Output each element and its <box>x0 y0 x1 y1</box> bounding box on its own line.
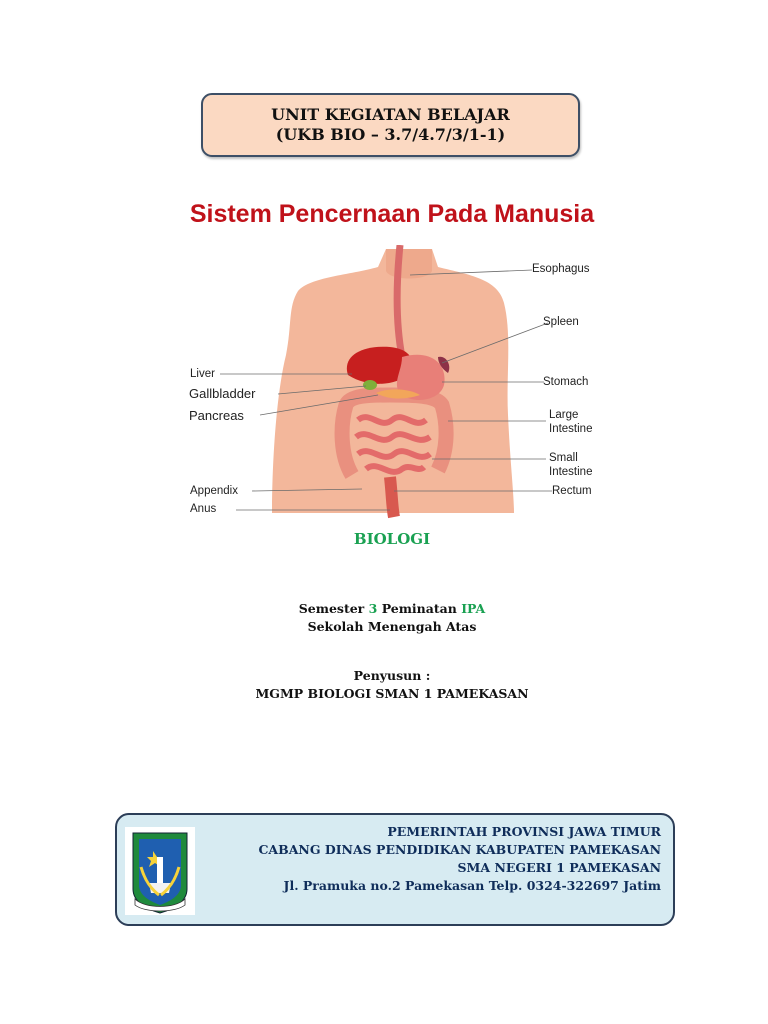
digestive-system-illustration <box>180 245 610 520</box>
label-rectum: Rectum <box>552 485 592 497</box>
label-large-intestine-1: Large <box>549 409 579 421</box>
header-line-1: UNIT KEGIATAN BELAJAR <box>271 105 510 124</box>
footer-line-1: PEMERINTAH PROVINSI JAWA TIMUR <box>387 824 661 839</box>
label-esophagus: Esophagus <box>532 263 590 275</box>
rectum-shape <box>390 477 394 517</box>
label-small-intestine-1: Small <box>549 452 578 464</box>
page-title: Sistem Pencernaan Pada Manusia <box>189 200 595 228</box>
institution-footer <box>115 813 675 926</box>
footer-line-4: Jl. Pramuka no.2 Pamekasan Telp. 0324-322697 Jatim <box>283 878 661 893</box>
footer-line-3: SMA NEGERI 1 PAMEKASAN <box>457 860 661 875</box>
semester-line <box>0 600 768 618</box>
semester-number: 3 <box>368 601 378 616</box>
semester-program: IPA <box>461 601 486 616</box>
label-large-intestine-2: Intestine <box>549 423 593 435</box>
author-label: Penyusun : <box>353 668 431 683</box>
school-level: Sekolah Menengah Atas <box>307 619 477 634</box>
label-liver: Liver <box>190 368 215 380</box>
header-box <box>201 93 580 157</box>
label-pancreas: Pancreas <box>189 408 244 423</box>
header-line-2: (UKB BIO – 3.7/4.7/3/1-1) <box>275 125 506 144</box>
semester-middle: Peminatan <box>381 601 457 616</box>
semester-prefix: Semester <box>298 601 365 616</box>
footer-address-block <box>258 823 661 895</box>
label-stomach: Stomach <box>543 376 589 388</box>
label-appendix: Appendix <box>190 485 238 497</box>
author-name: MGMP BIOLOGI SMAN 1 PAMEKASAN <box>255 686 529 701</box>
label-anus: Anus <box>190 503 217 515</box>
footer-line-2: CABANG DINAS PENDIDIKAN KABUPATEN PAMEKASAN <box>258 842 661 857</box>
subject-title: BIOLOGI <box>353 530 431 548</box>
label-small-intestine-2: Intestine <box>549 466 593 478</box>
label-spleen: Spleen <box>543 316 579 328</box>
east-java-emblem <box>125 827 195 915</box>
label-gallbladder: Gallbladder <box>189 386 256 401</box>
